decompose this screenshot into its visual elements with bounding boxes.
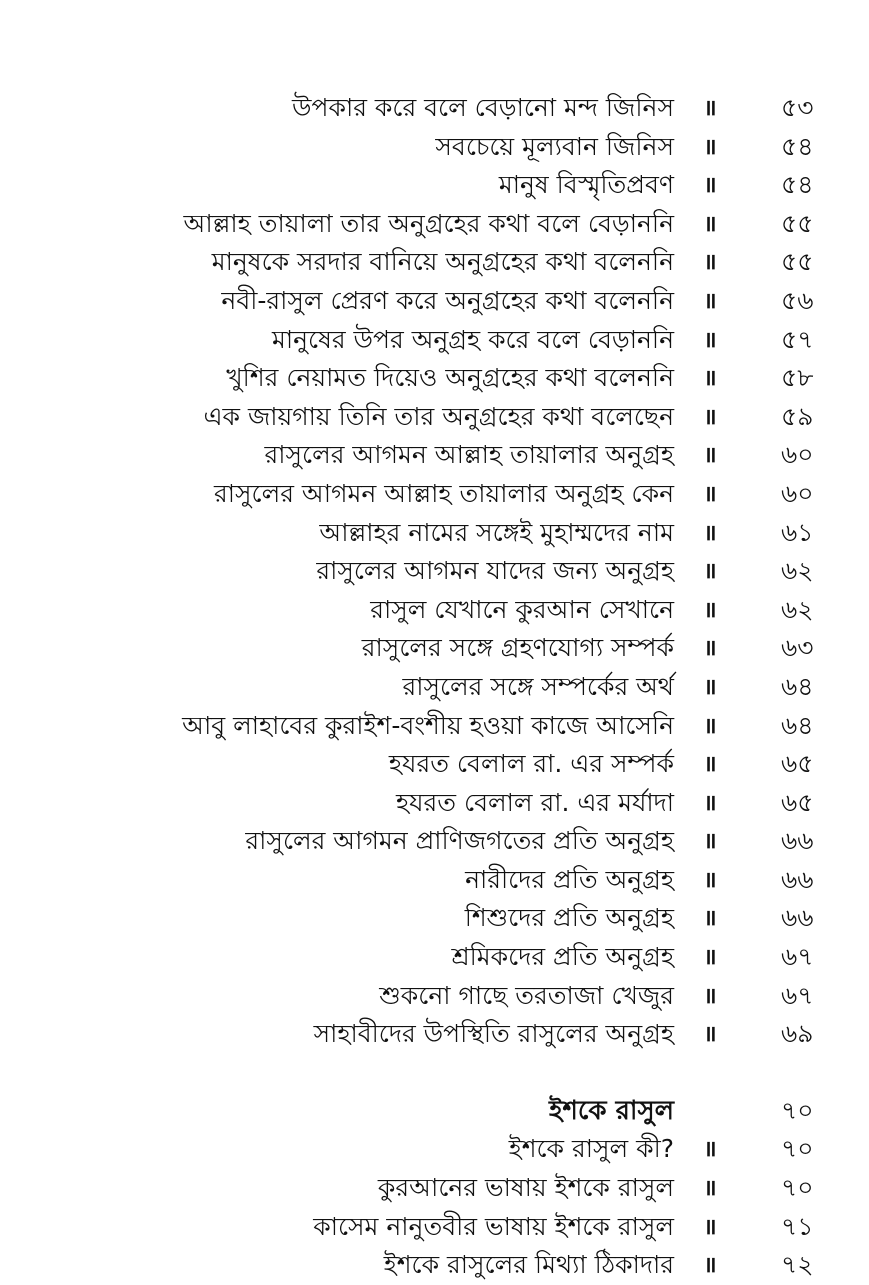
toc-separator: ॥ bbox=[703, 1252, 715, 1279]
toc-entry-title: রাসুলের আগমন প্রাণিজগতের প্রতি অনুগ্রহ bbox=[245, 826, 674, 856]
toc-page-number: ৬৬ bbox=[781, 864, 814, 894]
toc-entry[interactable] bbox=[0, 359, 869, 398]
toc-entry[interactable] bbox=[0, 475, 869, 514]
toc-separator: ॥ bbox=[703, 866, 715, 893]
toc-entry-title: শিশুদের প্রতি অনুগ্রহ bbox=[464, 903, 674, 933]
toc-entry-title: ইশকে রাসুল কী? bbox=[508, 1134, 674, 1164]
toc-separator: ॥ bbox=[703, 403, 715, 430]
toc-entry-title: ইশকে রাসুলের মিথ্যা ঠিকাদার bbox=[383, 1250, 674, 1280]
toc-entry-title: রাসুলের সঙ্গে সম্পর্কের অর্থ bbox=[402, 671, 674, 701]
toc-separator: ॥ bbox=[703, 1021, 715, 1048]
toc-entry[interactable] bbox=[0, 514, 869, 553]
toc-separator: ॥ bbox=[703, 905, 715, 932]
toc-entry-title: আল্লাহর নামের সঙ্গেই মুহাম্মদের নাম bbox=[319, 517, 674, 547]
toc-entry[interactable] bbox=[0, 282, 869, 321]
toc-entry[interactable] bbox=[0, 822, 869, 861]
toc-page-number: ৫৮ bbox=[781, 363, 814, 393]
toc-separator: ॥ bbox=[703, 789, 715, 816]
toc-entry[interactable] bbox=[0, 784, 869, 823]
toc-entry[interactable] bbox=[0, 668, 869, 707]
toc-separator: ॥ bbox=[703, 712, 715, 739]
toc-page-number: ৭০ bbox=[781, 1134, 814, 1164]
toc-page-number: ৬৭ bbox=[781, 980, 814, 1010]
toc-entry[interactable] bbox=[0, 552, 869, 591]
toc-entry[interactable] bbox=[0, 1015, 869, 1054]
toc-entry-title: রাসুলের আগমন আল্লাহ তায়ালার অনুগ্রহ কেন bbox=[214, 478, 674, 508]
toc-entry[interactable] bbox=[0, 1169, 869, 1208]
toc-separator: ॥ bbox=[703, 1213, 715, 1240]
toc-entry-title: কাসেম নানুতবীর ভাষায় ইশকে রাসুল bbox=[313, 1211, 674, 1241]
toc-section-heading[interactable] bbox=[0, 1092, 869, 1131]
section-page-number: ৭০ bbox=[781, 1095, 814, 1125]
toc-separator: ॥ bbox=[703, 133, 715, 160]
toc-entry[interactable] bbox=[0, 89, 869, 128]
toc-page-number: ৬১ bbox=[781, 517, 814, 547]
toc-entry-title: শুকনো গাছে তরতাজা খেজুর bbox=[379, 980, 674, 1010]
toc-entry[interactable] bbox=[0, 128, 869, 167]
toc-page-number: ৬০ bbox=[781, 478, 814, 508]
toc-entry-title: শ্রমিকদের প্রতি অনুগ্রহ bbox=[451, 942, 674, 972]
toc-entry[interactable] bbox=[0, 745, 869, 784]
toc-page-number: ৫৩ bbox=[781, 93, 814, 122]
toc-page-number: ৭০ bbox=[781, 1173, 814, 1203]
toc-entry[interactable] bbox=[0, 205, 869, 244]
toc-page-number: ৬৪ bbox=[781, 710, 814, 740]
toc-entry-title: মানুষকে সরদার বানিয়ে অনুগ্রহের কথা বলেননি bbox=[211, 247, 674, 277]
toc-separator: ॥ bbox=[703, 828, 715, 855]
toc-entry-title: নারীদের প্রতি অনুগ্রহ bbox=[465, 864, 674, 894]
toc-entry[interactable] bbox=[0, 707, 869, 746]
toc-entry-title: হযরত বেলাল রা. এর মর্যাদা bbox=[395, 787, 674, 817]
toc-entry-title: কুরআনের ভাষায় ইশকে রাসুল bbox=[377, 1173, 674, 1203]
toc-page-number: ৬৪ bbox=[781, 671, 814, 701]
toc-separator: ॥ bbox=[703, 982, 715, 1009]
table-of-contents bbox=[0, 89, 869, 1285]
toc-page-number: ৫৯ bbox=[781, 401, 814, 431]
toc-page-number: ৬৯ bbox=[781, 1019, 814, 1049]
toc-page-number: ৭১ bbox=[781, 1211, 814, 1241]
toc-entry-title: খুশির নেয়ামত দিয়েও অনুগ্রহের কথা বলেননি bbox=[226, 363, 674, 393]
toc-separator: ॥ bbox=[703, 365, 715, 392]
toc-entry[interactable] bbox=[0, 1246, 869, 1285]
toc-separator: ॥ bbox=[703, 480, 715, 507]
toc-separator: ॥ bbox=[703, 635, 715, 662]
toc-page-number: ৫৫ bbox=[781, 208, 814, 238]
section-gap bbox=[0, 1054, 869, 1092]
toc-entry[interactable] bbox=[0, 398, 869, 437]
toc-entry[interactable] bbox=[0, 629, 869, 668]
toc-entry-title: উপকার করে বলে বেড়ানো মন্দ জিনিস bbox=[292, 93, 674, 122]
toc-page-number: ৬০ bbox=[781, 440, 814, 470]
toc-separator: ॥ bbox=[703, 944, 715, 971]
toc-page-number: ৫৬ bbox=[781, 285, 814, 315]
toc-separator: ॥ bbox=[703, 95, 715, 121]
toc-entry-title: আবু লাহাবের কুরাইশ-বংশীয় হওয়া কাজে আসেনি bbox=[182, 710, 674, 740]
toc-entry-title: এক জায়গায় তিনি তার অনুগ্রহের কথা বলেছেন bbox=[203, 401, 674, 431]
section-title: ইশকে রাসুল bbox=[549, 1095, 674, 1126]
toc-separator: ॥ bbox=[703, 326, 715, 353]
toc-separator: ॥ bbox=[703, 519, 715, 546]
toc-entry-title: সাহাবীদের উপস্থিতি রাসুলের অনুগ্রহ bbox=[313, 1019, 674, 1049]
toc-entry[interactable] bbox=[0, 436, 869, 475]
toc-entry[interactable] bbox=[0, 899, 869, 938]
toc-separator: ॥ bbox=[703, 596, 715, 623]
toc-entry[interactable] bbox=[0, 166, 869, 205]
toc-separator: ॥ bbox=[703, 751, 715, 778]
toc-entry[interactable] bbox=[0, 861, 869, 900]
toc-entry-title: নবী-রাসুল প্রেরণ করে অনুগ্রহের কথা বলেননি bbox=[221, 285, 674, 315]
toc-page-number: ৭২ bbox=[781, 1250, 814, 1280]
toc-entry-title: সবচেয়ে মূল্যবান জিনিস bbox=[435, 131, 674, 161]
toc-separator: ॥ bbox=[703, 442, 715, 469]
toc-entry[interactable] bbox=[0, 243, 869, 282]
toc-separator: ॥ bbox=[703, 558, 715, 585]
toc-entry[interactable] bbox=[0, 1208, 869, 1247]
toc-separator: ॥ bbox=[703, 172, 715, 199]
toc-entry-title: রাসুলের আগমন যাদের জন্য অনুগ্রহ bbox=[316, 556, 674, 586]
toc-entry[interactable] bbox=[0, 938, 869, 977]
toc-page-number: ৬৫ bbox=[781, 787, 814, 817]
toc-page-number: ৬৭ bbox=[781, 942, 814, 972]
toc-entry-title: রাসুলের আগমন আল্লাহ তায়ালার অনুগ্রহ bbox=[264, 440, 674, 470]
toc-entry-title: রাসুলের সঙ্গে গ্রহণযোগ্য সম্পর্ক bbox=[361, 633, 674, 663]
toc-entry[interactable] bbox=[0, 977, 869, 1016]
toc-page-number: ৫৪ bbox=[781, 131, 814, 161]
toc-entry-title: মানুষের উপর অনুগ্রহ করে বলে বেড়াননি bbox=[271, 324, 674, 354]
toc-page-number: ৫৫ bbox=[781, 247, 814, 277]
toc-entry[interactable] bbox=[0, 321, 869, 360]
toc-entry[interactable] bbox=[0, 591, 869, 630]
toc-page-number: ৫৪ bbox=[781, 170, 814, 200]
toc-entry[interactable] bbox=[0, 1130, 869, 1169]
toc-page-number: ৬৬ bbox=[781, 903, 814, 933]
toc-page-number: ৬৬ bbox=[781, 826, 814, 856]
toc-page-number: ৬৩ bbox=[781, 633, 814, 663]
toc-separator: ॥ bbox=[703, 210, 715, 237]
toc-page-number: ৬২ bbox=[781, 594, 814, 624]
toc-page-number: ৫৭ bbox=[781, 324, 814, 354]
toc-separator: ॥ bbox=[703, 249, 715, 276]
toc-entry-title: আল্লাহ তায়ালা তার অনুগ্রহের কথা বলে বেড়াননি bbox=[183, 208, 674, 238]
toc-separator: ॥ bbox=[703, 1136, 715, 1163]
toc-separator: ॥ bbox=[703, 673, 715, 700]
toc-separator: ॥ bbox=[703, 287, 715, 314]
toc-page-number: ৬৫ bbox=[781, 749, 814, 779]
toc-separator: ॥ bbox=[703, 1175, 715, 1202]
toc-entry-title: হযরত বেলাল রা. এর সম্পর্ক bbox=[388, 749, 674, 779]
toc-page-number: ৬২ bbox=[781, 556, 814, 586]
toc-entry-title: রাসুল যেখানে কুরআন সেখানে bbox=[370, 594, 674, 624]
toc-entry-title: মানুষ বিস্মৃতিপ্রবণ bbox=[498, 170, 674, 200]
